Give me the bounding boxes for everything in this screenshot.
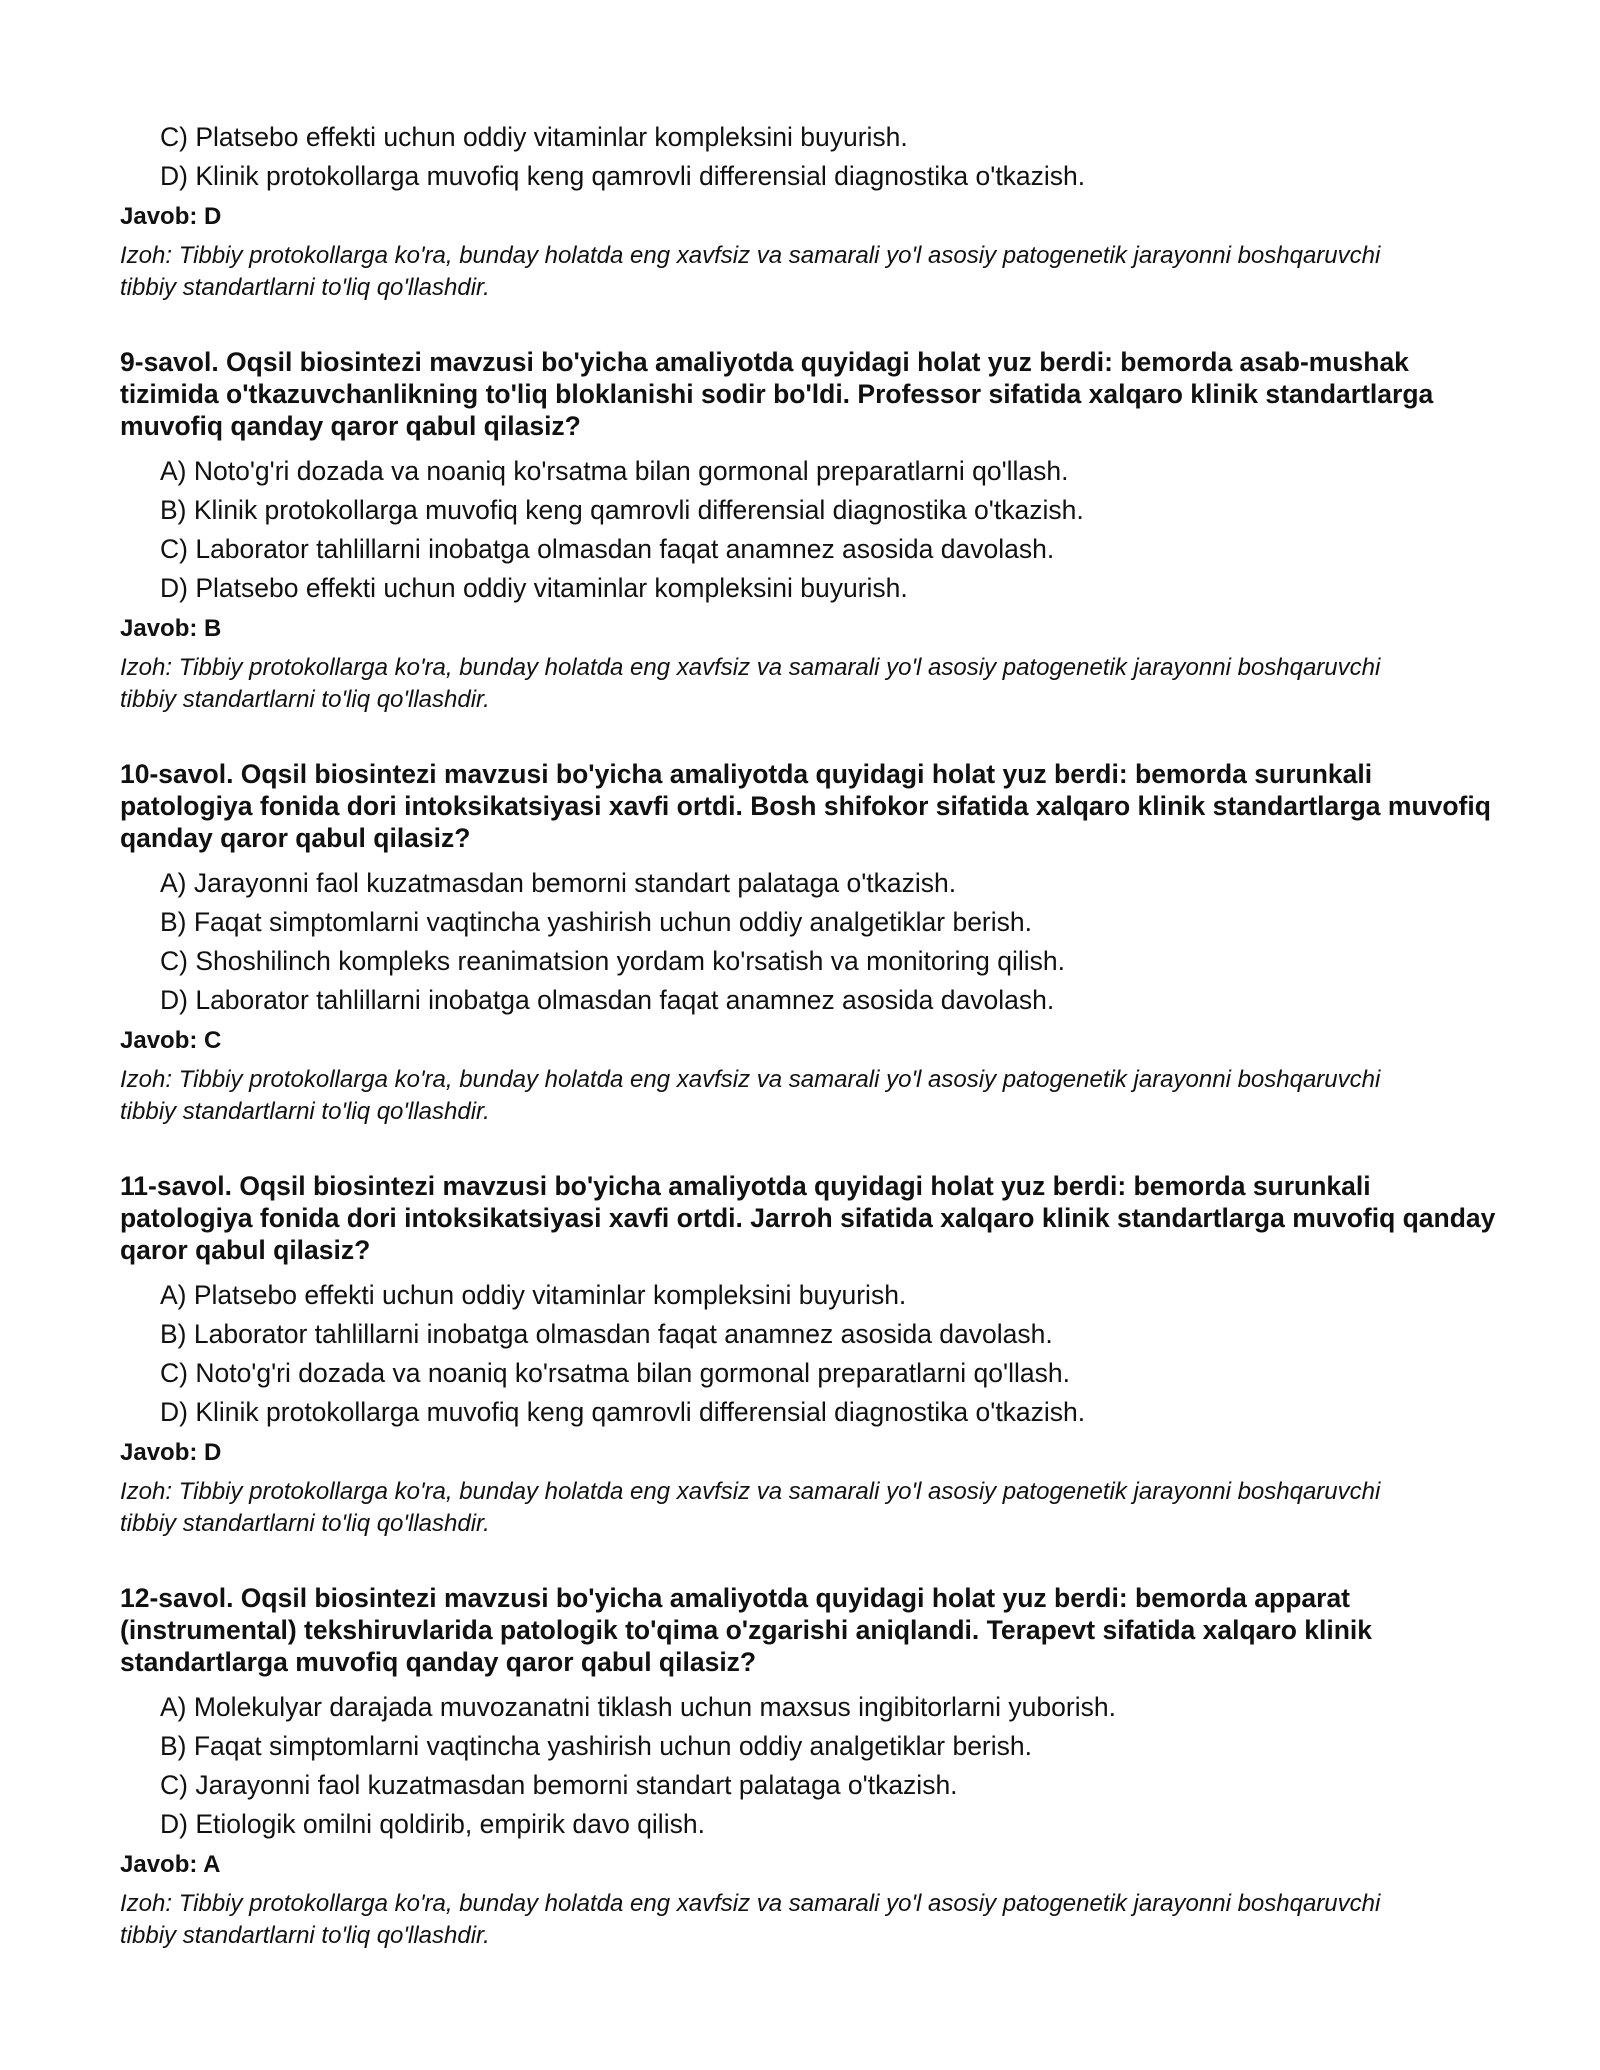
explanation-note: Izoh: Tibbiy protokollarga ko'ra, bunday holatda eng xavfsiz va samarali yo'l asosiy patogenetik jarayonni boshqaruvchi tibbiy standartlarni to'liq qo'llashdir. — [120, 654, 1381, 713]
answer-options — [120, 864, 1500, 1020]
spacer — [120, 1540, 1500, 1582]
answer-label: Javob: A — [120, 1851, 221, 1878]
explanation-note: Izoh: Tibbiy protokollarga ko'ra, bunday holatda eng xavfsiz va samarali yo'l asosiy patogenetik jarayonni boshqaruvchi tibbiy standartlarni to'liq qo'llashdir. — [120, 1890, 1381, 1949]
answer-label: Javob: C — [120, 1027, 222, 1054]
option-d: D) Laborator tahlillarni inobatga olmasdan faqat anamnez asosida davolash. — [160, 985, 1055, 1015]
answer-options — [120, 1688, 1500, 1844]
option-a: A) Platsebo effekti uchun oddiy vitaminlar kompleksini buyurish. — [160, 1280, 907, 1310]
answer-options — [120, 1276, 1500, 1432]
explanation-note: Izoh: Tibbiy protokollarga ko'ra, bunday holatda eng xavfsiz va samarali yo'l asosiy patogenetik jarayonni boshqaruvchi tibbiy standartlarni to'liq qo'llashdir. — [120, 1478, 1381, 1537]
option-d: D) Etiologik omilni qoldirib, empirik davo qilish. — [160, 1809, 705, 1839]
question-12 — [120, 1582, 1500, 1952]
option-a: A) Noto'g'ri dozada va noaniq ko'rsatma bilan gormonal preparatlarni qo'llash. — [160, 456, 1069, 486]
spacer — [120, 304, 1500, 346]
question-11 — [120, 1170, 1500, 1540]
option-c: C) Shoshilinch kompleks reanimatsion yordam ko'rsatish va monitoring qilish. — [160, 946, 1065, 976]
document-page — [120, 118, 1500, 1952]
question-10 — [120, 758, 1500, 1128]
question-9 — [120, 346, 1500, 716]
option-c: C) Jarayonni faol kuzatmasdan bemorni standart palataga o'tkazish. — [160, 1770, 958, 1800]
option-b: B) Klinik protokollarga muvofiq keng qamrovli differensial diagnostika o'tkazish. — [160, 495, 1084, 525]
answer-options — [120, 118, 1500, 196]
option-c: C) Laborator tahlillarni inobatga olmasdan faqat anamnez asosida davolash. — [160, 534, 1055, 564]
option-d: D) Klinik protokollarga muvofiq keng qamrovli differensial diagnostika o'tkazish. — [160, 1397, 1086, 1427]
question-title: 11-savol. Oqsil biosintezi mavzusi bo'yicha amaliyotda quyidagi holat yuz berdi: bemorda surunkali patologiya fonida dori intoksikatsiyasi xavfi ortdi. Jarroh sifatida xalqaro klinik standartlarga muvofiq qanday qaror qabul qilasiz? — [120, 1171, 1496, 1265]
answer-label: Javob: B — [120, 615, 222, 642]
question-8-continuation — [120, 118, 1500, 304]
option-d: D) Platsebo effekti uchun oddiy vitaminlar kompleksini buyurish. — [160, 573, 908, 603]
option-a: A) Molekulyar darajada muvozanatni tiklash uchun maxsus ingibitorlarni yuborish. — [160, 1692, 1116, 1722]
explanation-note: Izoh: Tibbiy protokollarga ko'ra, bunday holatda eng xavfsiz va samarali yo'l asosiy patogenetik jarayonni boshqaruvchi tibbiy standartlarni to'liq qo'llashdir. — [120, 242, 1381, 301]
question-title: 10-savol. Oqsil biosintezi mavzusi bo'yicha amaliyotda quyidagi holat yuz berdi: bemorda surunkali patologiya fonida dori intoksikatsiyasi xavfi ortdi. Bosh shifokor sifatida xalqaro klinik standartlarga muvofiq qanday qaror qabul qilasiz? — [120, 759, 1491, 853]
option-b: B) Faqat simptomlarni vaqtincha yashirish uchun oddiy analgetiklar berish. — [160, 1731, 1032, 1761]
option-b: B) Faqat simptomlarni vaqtincha yashirish uchun oddiy analgetiklar berish. — [160, 907, 1032, 937]
answer-label: Javob: D — [120, 203, 222, 230]
spacer — [120, 716, 1500, 758]
option-a: A) Jarayonni faol kuzatmasdan bemorni standart palataga o'tkazish. — [160, 868, 957, 898]
answer-label: Javob: D — [120, 1439, 222, 1466]
option-c: C) Noto'g'ri dozada va noaniq ko'rsatma bilan gormonal preparatlarni qo'llash. — [160, 1358, 1070, 1388]
option-c: C) Platsebo effekti uchun oddiy vitaminlar kompleksini buyurish. — [160, 122, 908, 152]
question-title: 9-savol. Oqsil biosintezi mavzusi bo'yicha amaliyotda quyidagi holat yuz berdi: bemorda asab-mushak tizimida o'tkazuvchanlikning to'liq bloklanishi sodir bo'ldi. Professor sifatida xalqaro klinik standartlarga muvofiq qanday qaror qabul qilasiz? — [120, 347, 1434, 441]
option-d: D) Klinik protokollarga muvofiq keng qamrovli differensial diagnostika o'tkazish. — [160, 161, 1086, 191]
option-b: B) Laborator tahlillarni inobatga olmasdan faqat anamnez asosida davolash. — [160, 1319, 1053, 1349]
explanation-note: Izoh: Tibbiy protokollarga ko'ra, bunday holatda eng xavfsiz va samarali yo'l asosiy patogenetik jarayonni boshqaruvchi tibbiy standartlarni to'liq qo'llashdir. — [120, 1066, 1381, 1125]
question-title: 12-savol. Oqsil biosintezi mavzusi bo'yicha amaliyotda quyidagi holat yuz berdi: bemorda apparat (instrumental) tekshiruvlarida patologik to'qima o'zgarishi aniqlandi. Terapevt sifatida xalqaro klinik standartlarga muvofiq qanday qaror qabul qilasiz? — [120, 1583, 1372, 1677]
spacer — [120, 1128, 1500, 1170]
answer-options — [120, 452, 1500, 608]
